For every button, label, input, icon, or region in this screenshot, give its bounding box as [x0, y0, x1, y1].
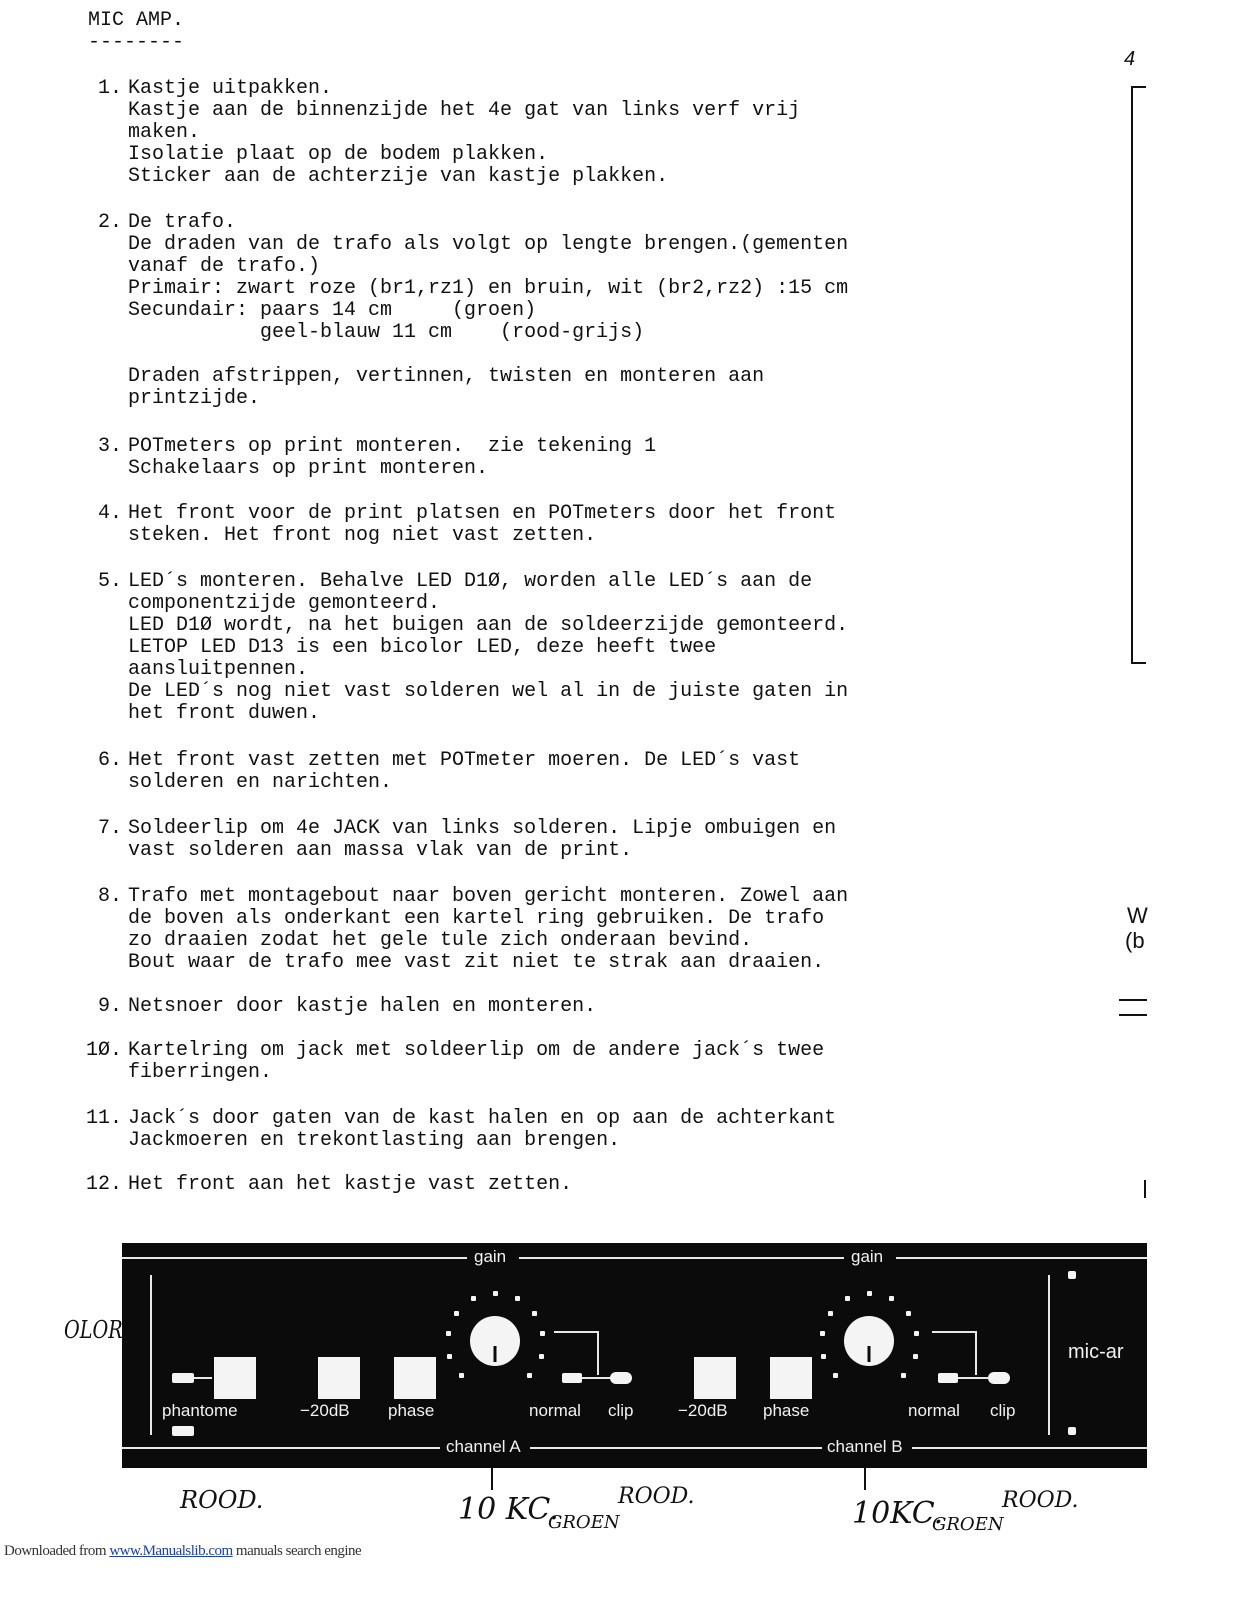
- step-text: [128, 571, 848, 725]
- step-line: Isolatie plaat op de bodem plakken.: [128, 143, 549, 166]
- step-line: Bout waar de trafo mee vast zit niet te strak aan draaien.: [128, 951, 825, 974]
- step-line: Secundair: paars 14 cm (groen): [128, 299, 537, 322]
- gain-scale-dot: [845, 1296, 850, 1301]
- panel-bottom-line-mid: [530, 1447, 822, 1449]
- step-number: 12.: [85, 1173, 122, 1196]
- minus20db-label-b: −20dB: [678, 1401, 728, 1420]
- step-line: Het front aan het kastje vast zetten.: [128, 1173, 573, 1196]
- phase-label-a: phase: [388, 1401, 435, 1420]
- channel-b-label: channel B: [827, 1437, 903, 1456]
- front-panel-drawing: [122, 1243, 1147, 1468]
- clip-led-a: [610, 1372, 632, 1384]
- step-line: Sticker aan de achterzije van kastje plakken.: [128, 165, 669, 188]
- phantome-label: phantome: [162, 1401, 238, 1420]
- step-line: aansluitpennen.: [128, 658, 309, 681]
- gain-scale-dot: [914, 1331, 919, 1336]
- step-line: Draden afstrippen, vertinnen, twisten en monteren aan: [128, 365, 765, 388]
- panel-top-line-mid: [519, 1257, 844, 1259]
- phase-label-b: phase: [763, 1401, 810, 1420]
- phase-switch-a: [394, 1357, 436, 1399]
- clip-bracket-side-b: [975, 1331, 977, 1375]
- step-line: Het front vast zetten met POTmeter moeren. De LED´s vast: [128, 749, 801, 772]
- gain-scale-dot: [828, 1311, 833, 1316]
- step-text: [128, 886, 848, 974]
- normal-label-a: normal: [529, 1401, 581, 1420]
- clip-label-a: clip: [608, 1401, 634, 1420]
- brand-label: mic-ar: [1068, 1341, 1124, 1363]
- margin-b-label: (b: [1125, 928, 1145, 953]
- step-number: 4.: [97, 502, 122, 525]
- step-line: printzijde.: [128, 387, 261, 410]
- panel-top-line-left: [122, 1257, 467, 1259]
- clip-bracket-top-b: [932, 1331, 976, 1333]
- gain-scale-dot: [459, 1373, 464, 1378]
- step-line: Soldeerlip om 4e JACK van links solderen. Lipje ombuigen en: [128, 817, 837, 840]
- step-line: steken. Het front nog niet vast zetten.: [128, 524, 597, 547]
- gain-scale-dot: [515, 1296, 520, 1301]
- pointer-line-b: [864, 1468, 866, 1490]
- step-text: [128, 436, 656, 480]
- step-line: De draden van de trafo als volgt op lengte brengen.(gementen: [128, 233, 849, 256]
- step-text: [128, 1040, 824, 1084]
- step-line: Jack´s door gaten van de kast halen en op aan de achterkant: [128, 1107, 837, 1130]
- normal-label-b: normal: [908, 1401, 960, 1420]
- margin-w-label: W: [1127, 903, 1148, 928]
- step-line: het front duwen.: [128, 702, 321, 725]
- page-number: 4: [1124, 48, 1136, 70]
- phantome-led-lower: [172, 1426, 194, 1436]
- gain-label-b: gain: [851, 1247, 884, 1266]
- clip-led-b: [988, 1372, 1010, 1384]
- step-line: Kastje aan de binnenzijde het 4e gat van links verf vrij: [128, 99, 801, 122]
- gain-scale-dot: [540, 1331, 545, 1336]
- step-number: 11.: [85, 1107, 122, 1130]
- document-title: MIC AMP.: [88, 9, 185, 32]
- screw-bottom: [1068, 1427, 1076, 1435]
- step-line: Schakelaars op print monteren.: [128, 457, 489, 480]
- step-line: Kastje uitpakken.: [128, 77, 333, 100]
- step-line: vast solderen aan massa vlak van de print.: [128, 839, 633, 862]
- panel-right-border: [1048, 1275, 1050, 1435]
- step-line: Primair: zwart roze (br1,rz1) en bruin, wit (br2,rz2) :15 cm: [128, 277, 849, 300]
- step-line: zo draaien zodat het gele tule zich onderaan bevind.: [128, 929, 753, 952]
- pointer-line-a: [491, 1468, 493, 1490]
- step-line: maken.: [128, 121, 201, 144]
- handwritten-10kc-b: 10KC.: [852, 1496, 944, 1531]
- gain-scale-dot: [446, 1331, 451, 1336]
- step-line: POTmeters op print monteren. zie tekening 1: [128, 435, 657, 458]
- margin-dash-2: [1119, 1014, 1147, 1016]
- minus20db-label-a: −20dB: [300, 1401, 350, 1420]
- step-line: LED D1Ø wordt, na het buigen aan de soldeerzijde gemonteerd.: [128, 614, 849, 637]
- handwritten-rood-2: ROOD.: [618, 1484, 695, 1509]
- step-line: LETOP LED D13 is een bicolor LED, deze heeft twee: [128, 636, 717, 659]
- margin-bracket-bottom: [1131, 662, 1146, 664]
- step-number: 9.: [97, 995, 122, 1018]
- step-number: 7.: [97, 817, 122, 840]
- step-line: De LED´s nog niet vast solderen wel al in de juiste gaten in: [128, 680, 849, 703]
- handwritten-groen-b: GROEN: [932, 1514, 1004, 1535]
- phantome-led: [172, 1373, 194, 1383]
- margin-dash-1: [1119, 999, 1147, 1001]
- gain-scale-dot: [833, 1373, 838, 1378]
- gain-scale-dot: [454, 1311, 459, 1316]
- gain-label-a: gain: [474, 1247, 507, 1266]
- step-text: [128, 503, 836, 547]
- margin-tick: [1144, 1180, 1146, 1198]
- title-underline: --------: [88, 31, 185, 54]
- gain-scale-dot: [493, 1291, 498, 1296]
- gain-scale-dot: [913, 1354, 918, 1359]
- channel-a-label: channel A: [446, 1437, 521, 1456]
- normal-led-a: [562, 1373, 582, 1383]
- screw-top: [1068, 1271, 1076, 1279]
- clip-label-b: clip: [990, 1401, 1016, 1420]
- gain-scale-dot: [821, 1354, 826, 1359]
- step-text: [128, 996, 596, 1018]
- gain-knob-b: [844, 1316, 894, 1366]
- panel-top-line-right: [896, 1257, 1147, 1259]
- minus20db-switch-a: [318, 1357, 360, 1399]
- step-line: [128, 344, 848, 366]
- step-line: Het front voor de print platsen en POTmeters door het front: [128, 502, 837, 525]
- step-line: vanaf de trafo.): [128, 255, 321, 278]
- footer-suffix: manuals search engine: [232, 1543, 362, 1559]
- step-line: LED´s monteren. Behalve LED D1Ø, worden alle LED´s aan de: [128, 570, 813, 593]
- clip-bracket-side-a: [597, 1331, 599, 1375]
- step-number: 6.: [97, 749, 122, 772]
- phantome-switch: [214, 1357, 256, 1399]
- download-footer: [4, 1543, 361, 1560]
- normal-clip-link-a: [582, 1377, 612, 1379]
- gain-scale-dot: [532, 1311, 537, 1316]
- step-line: Jackmoeren en trekontlasting aan brengen.: [128, 1129, 621, 1152]
- gain-scale-dot: [447, 1354, 452, 1359]
- step-number: 8.: [97, 885, 122, 908]
- gain-scale-dot: [539, 1354, 544, 1359]
- step-text: [128, 1108, 836, 1152]
- gain-scale-dot: [471, 1296, 476, 1301]
- handwritten-rood-1: ROOD.: [180, 1486, 264, 1514]
- panel-left-border: [150, 1275, 152, 1435]
- handwritten-rood-3: ROOD.: [1002, 1488, 1079, 1513]
- step-text: [128, 1174, 572, 1196]
- gain-scale-dot: [867, 1291, 872, 1296]
- gain-knob-a: [470, 1316, 520, 1366]
- phase-switch-b: [770, 1357, 812, 1399]
- step-line: geel-blauw 11 cm (rood-grijs): [128, 321, 645, 344]
- step-line: Trafo met montagebout naar boven gericht monteren. Zowel aan: [128, 885, 849, 908]
- step-text: [128, 78, 800, 188]
- step-line: De trafo.: [128, 211, 237, 234]
- normal-clip-link-b: [958, 1377, 988, 1379]
- panel-bottom-line-left: [122, 1447, 440, 1449]
- step-line: Netsnoer door kastje halen en monteren.: [128, 995, 597, 1018]
- normal-led-b: [938, 1373, 958, 1383]
- handwritten-groen-a: GROEN: [548, 1512, 620, 1533]
- manualslib-link[interactable]: www.Manualslib.com: [109, 1543, 233, 1559]
- step-number: 1Ø.: [85, 1039, 122, 1062]
- step-number: 5.: [97, 570, 122, 593]
- step-number: 1.: [97, 77, 122, 100]
- margin-bracket-line: [1131, 86, 1133, 664]
- gain-scale-dot: [901, 1373, 906, 1378]
- gain-scale-dot: [527, 1373, 532, 1378]
- panel-bottom-line-right: [912, 1447, 1147, 1449]
- gain-scale-dot: [889, 1296, 894, 1301]
- footer-prefix: Downloaded from: [4, 1543, 110, 1559]
- step-line: fiberringen.: [128, 1061, 273, 1084]
- gain-scale-dot: [820, 1331, 825, 1336]
- handwritten-olor: OLOR.: [64, 1316, 129, 1344]
- step-line: solderen en narichten.: [128, 771, 393, 794]
- step-text: [128, 818, 836, 862]
- step-text: [128, 212, 848, 410]
- gain-scale-dot: [906, 1311, 911, 1316]
- clip-bracket-top-a: [554, 1331, 598, 1333]
- step-text: [128, 750, 800, 794]
- step-number: 2.: [97, 211, 122, 234]
- step-line: componentzijde gemonteerd.: [128, 592, 441, 615]
- margin-bracket-top: [1131, 86, 1146, 88]
- step-line: de boven als onderkant een kartel ring gebruiken. De trafo: [128, 907, 825, 930]
- minus20db-switch-b: [694, 1357, 736, 1399]
- step-number: 3.: [97, 435, 122, 458]
- step-line: Kartelring om jack met soldeerlip om de andere jack´s twee: [128, 1039, 825, 1062]
- handwritten-10kc-a: 10 KC.: [458, 1492, 559, 1527]
- phantome-led-link: [194, 1377, 212, 1379]
